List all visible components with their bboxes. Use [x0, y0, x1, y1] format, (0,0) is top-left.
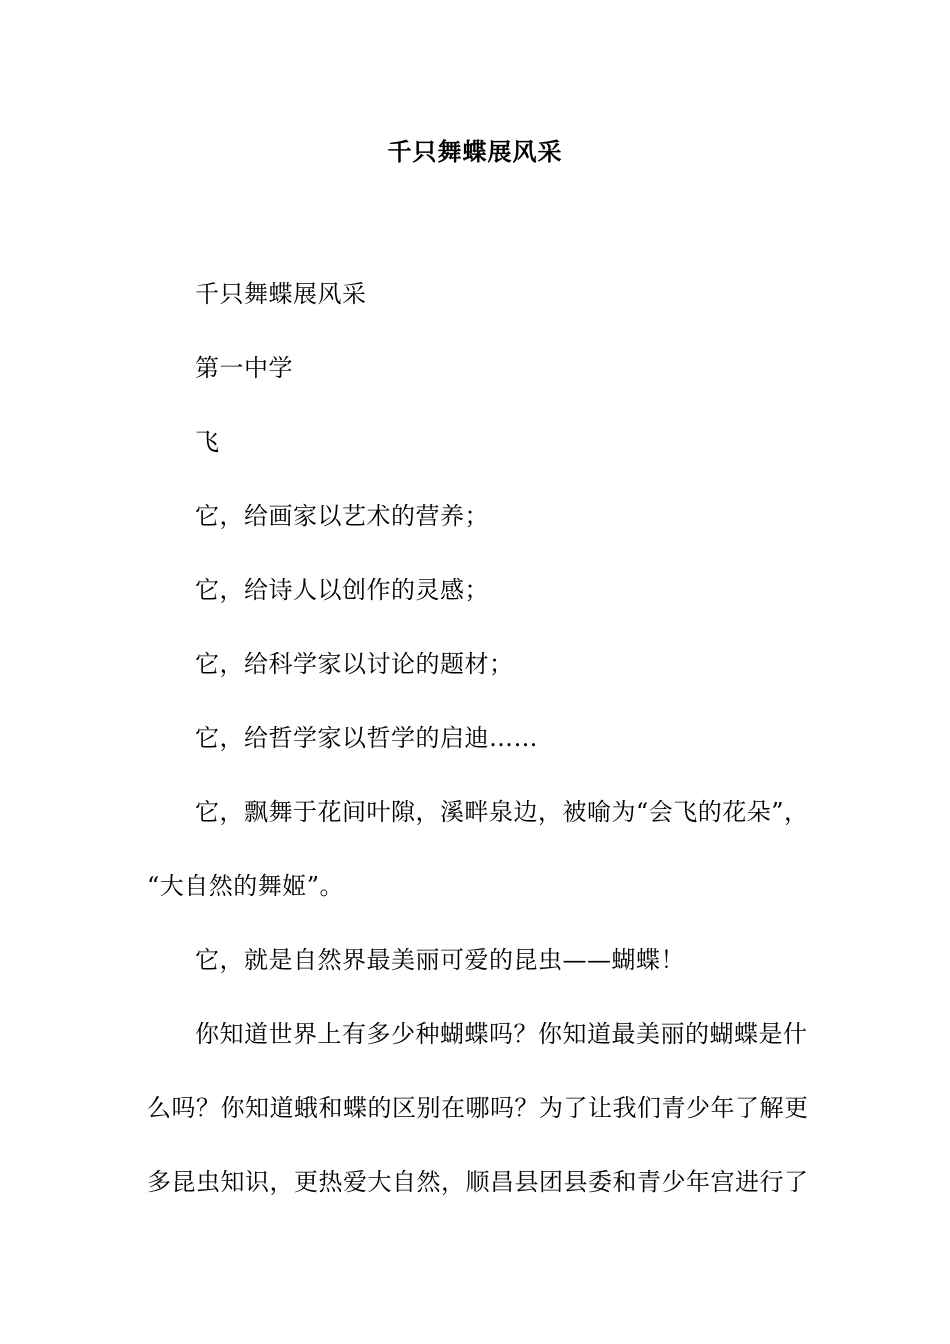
paragraph-line: 它，就是自然界最美丽可爱的昆虫——蝴蝶！: [195, 946, 685, 974]
paragraph-line-continued: “大自然的舞姬”。: [147, 872, 345, 900]
paragraph-line: 它，给画家以艺术的营养；: [195, 502, 489, 530]
paragraph-line: 你知道世界上有多少种蝴蝶吗？你知道最美丽的蝴蝶是什: [195, 1020, 808, 1048]
paragraph-line-continued: 多昆虫知识，更热爱大自然，顺昌县团县委和青少年宫进行了: [147, 1168, 809, 1196]
paragraph-line: 它，给诗人以创作的灵感；: [195, 576, 489, 604]
paragraph-line-continued: 么吗？你知道蛾和蝶的区别在哪吗？为了让我们青少年了解更: [147, 1094, 809, 1122]
paragraph-line: 它，飘舞于花间叶隙，溪畔泉边，被喻为“会飞的花朵”，: [195, 798, 809, 826]
paragraph-line: 它，给哲学家以哲学的启迪……: [195, 724, 538, 752]
page-title: 千只舞蝶展风采: [387, 137, 563, 166]
paragraph-school: 第一中学: [195, 354, 293, 382]
document-body: [147, 257, 837, 1219]
paragraph-author: 飞: [195, 428, 220, 456]
paragraph-line: 它，给科学家以讨论的题材；: [195, 650, 514, 678]
paragraph-heading: 千只舞蝶展风采: [195, 280, 367, 308]
